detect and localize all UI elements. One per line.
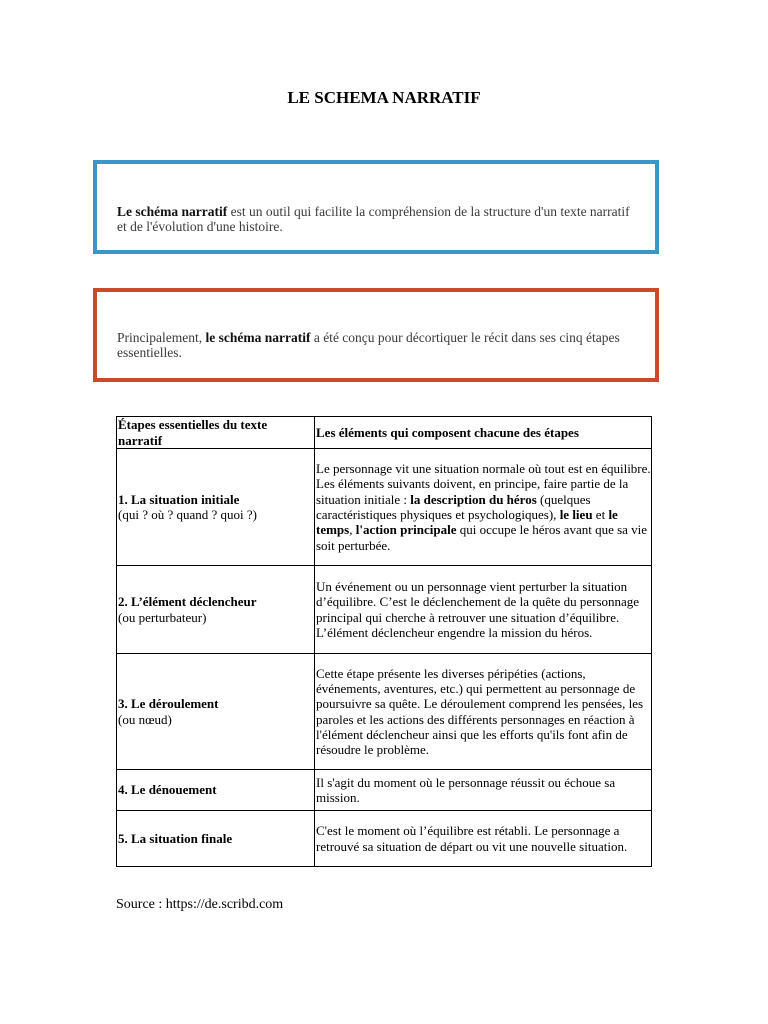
stage-subtitle: (ou nœud) <box>118 711 172 727</box>
description-text: Les éléments suivants doivent, en principe, faire partie de la situation initiale : <box>316 476 629 507</box>
table-row <box>117 654 652 770</box>
table-row <box>117 811 652 867</box>
description-bold: l'action principale <box>355 522 457 538</box>
purpose-term: le schéma narratif <box>205 330 311 345</box>
table-row <box>117 770 652 811</box>
description-bold: la description du héros <box>410 491 537 507</box>
description-line: Le personnage vit une situation normale où tout est en équilibre. <box>316 461 651 477</box>
stage-subtitle: (ou perturbateur) <box>118 609 207 625</box>
stage-title: 1. La situation initiale <box>118 491 240 507</box>
stage-title: 4. Le dénouement <box>118 782 217 798</box>
stage-cell <box>117 449 315 566</box>
stage-title: 2. L’élément déclencheur <box>118 594 257 610</box>
stage-cell <box>117 566 315 654</box>
header-stages: Étapes essentielles du texte narratif <box>117 417 315 449</box>
stage-subtitle: (qui ? où ? quand ? quoi ?) <box>118 507 257 522</box>
definition-term: Le schéma narratif <box>117 204 228 219</box>
table-row <box>117 449 652 566</box>
header-elements: Les éléments qui composent chacune des étapes <box>315 417 652 449</box>
description-bold: le lieu <box>559 507 593 522</box>
description-text: (quelques caractéristiques physiques et psychologiques), <box>316 491 591 522</box>
description-cell: Il s'agit du moment où le personnage réussit ou échoue sa mission. <box>315 770 652 811</box>
table-row <box>117 566 652 654</box>
source-citation: Source : https://de.scribd.com <box>116 897 284 912</box>
stage-title: 3. Le déroulement <box>118 696 219 712</box>
description-text: et <box>592 507 609 522</box>
stage-cell <box>117 770 315 811</box>
description-cell <box>315 449 652 566</box>
purpose-box <box>93 288 659 382</box>
description-text: , <box>349 522 356 538</box>
definition-box <box>93 160 659 254</box>
definition-text: est un outil qui facilite la compréhension de la structure d'un texte narratif et de l'évolution d'une histoire. <box>117 204 630 234</box>
purpose-pre: Principalement, <box>117 330 206 345</box>
description-cell: Un événement ou un personnage vient perturber la situation d’équilibre. C’est le déclenchement de la quête du personnage principal qui cherche à retrouver une situation d’équilibre. L’élément déclencheur engendre la mission du héros. <box>315 566 652 654</box>
stage-cell <box>117 811 315 867</box>
table-header-row <box>117 417 652 449</box>
description-cell: C'est le moment où l’équilibre est rétabli. Le personnage a retrouvé sa situation de départ ou vit une nouvelle situation. <box>315 811 652 867</box>
stages-table <box>116 416 652 867</box>
page-title: LE SCHEMA NARRATIF <box>287 88 481 107</box>
description-bold: le temps <box>316 507 618 538</box>
purpose-post: a été conçu pour décortiquer le récit dans ses cinq étapes essentielles. <box>117 330 620 360</box>
stage-title: 5. La situation finale <box>118 830 233 846</box>
stage-cell <box>117 654 315 770</box>
description-cell: Cette étape présente les diverses péripéties (actions, événements, aventures, etc.) qui permettent au personnage de poursuivre sa quête. Le déroulement comprend les pensées, les paroles et les actions des différents personnages en réaction à l'élément déclencheur ainsi que les efforts qu'ils font afin de résoudre le problème. <box>315 654 652 770</box>
description-text: qui occupe le héros avant que sa vie soit perturbée. <box>316 522 648 553</box>
